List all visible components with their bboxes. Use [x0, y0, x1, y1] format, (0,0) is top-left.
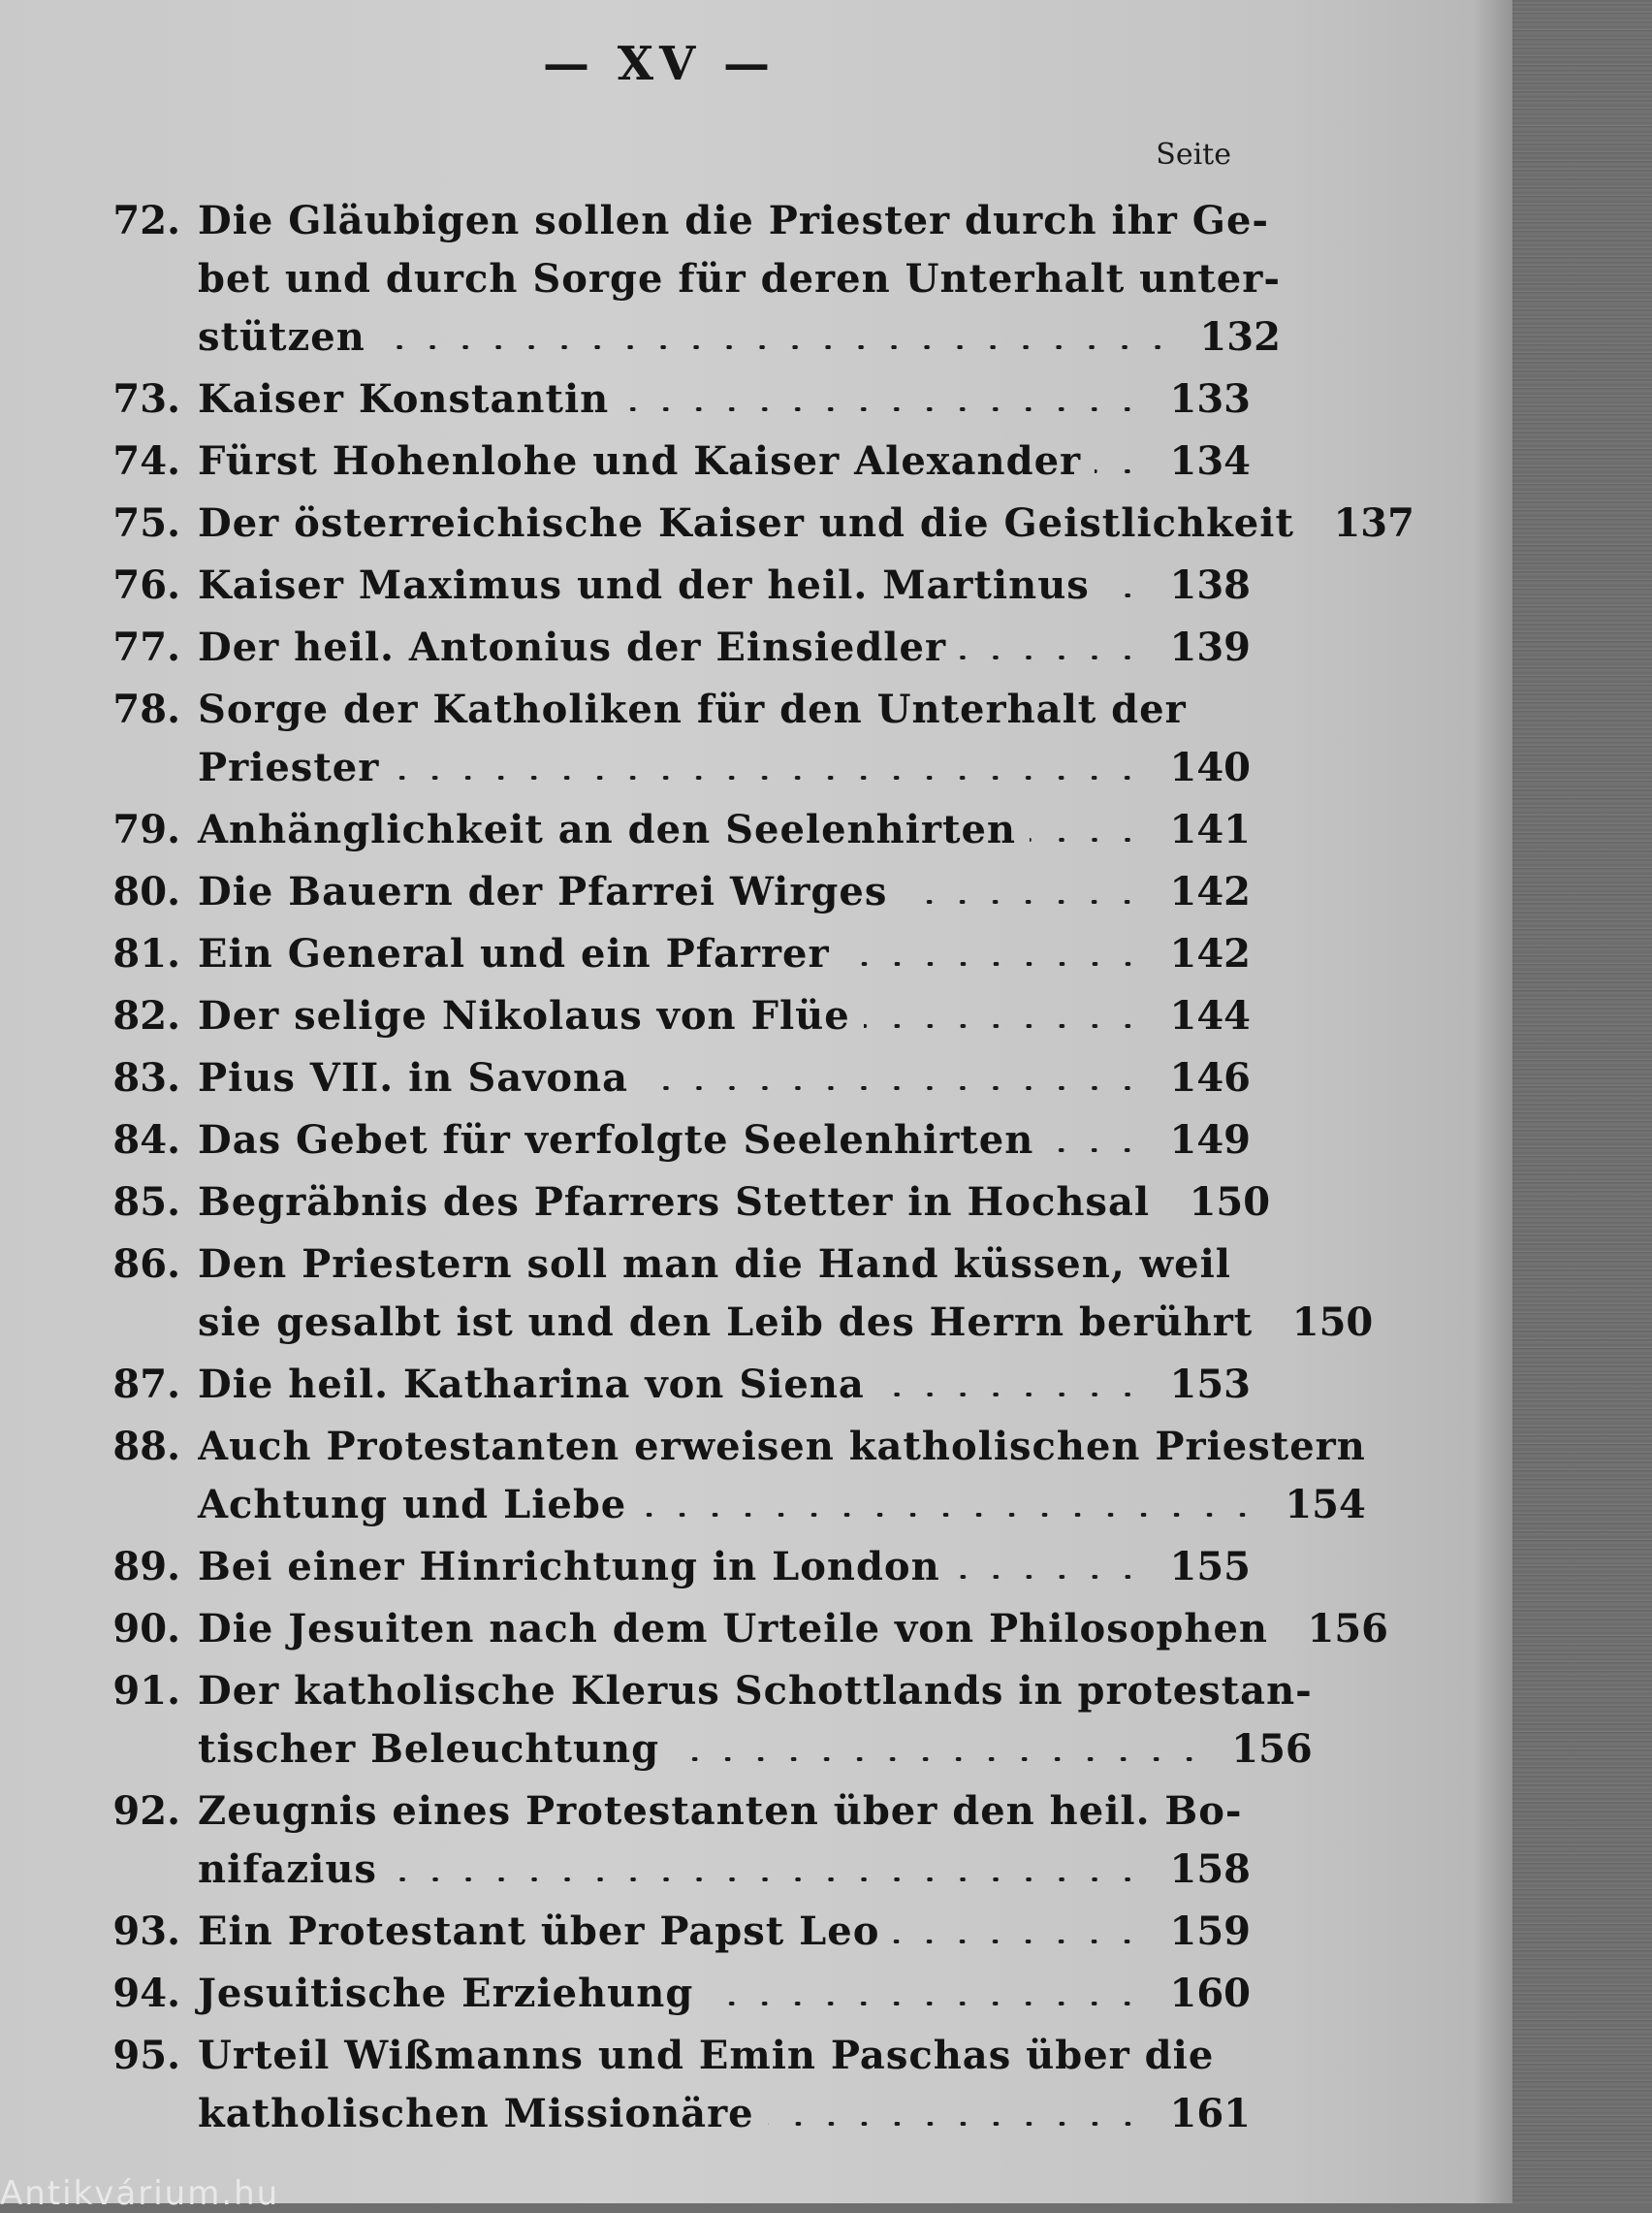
toc-entry-final-line — [198, 1720, 1313, 1779]
toc-entry-title: Ein Protestant über Papst Leo — [198, 1908, 880, 1954]
dot-leader — [379, 345, 1174, 349]
toc-entry-page-number: 146 — [1169, 1055, 1251, 1101]
toc-entry-final-line — [198, 1600, 1388, 1658]
toc-entry-title: Die Jesuiten nach dem Urteile von Philosophen — [198, 1606, 1268, 1652]
toc-entry-page-number: 132 — [1199, 314, 1281, 360]
toc-entry — [87, 1235, 1374, 1352]
dot-leader — [864, 1024, 1144, 1028]
toc-entry-body — [198, 433, 1251, 491]
toc-entry-body — [198, 1782, 1251, 1899]
toc-entry-final-line — [198, 1903, 1251, 1961]
dot-leader — [960, 656, 1144, 659]
toc-entry-page-number: 154 — [1285, 1482, 1366, 1527]
toc-entry-page-number: 139 — [1169, 625, 1251, 670]
toc-entry-body — [198, 1662, 1313, 1779]
toc-entry-final-line — [198, 557, 1251, 615]
toc-entry — [87, 192, 1281, 367]
toc-entry — [87, 495, 1414, 553]
toc-entry-line — [198, 1418, 1366, 1476]
toc-entry-number: 74. — [112, 438, 180, 484]
toc-entry-body — [198, 863, 1251, 921]
toc-entry — [87, 925, 1251, 983]
toc-entry-line-text: Der katholische Klerus Schottlands in protestan- — [198, 1668, 1313, 1714]
toc-entry-final-line — [198, 1111, 1251, 1170]
dot-leader — [642, 1086, 1144, 1090]
toc-entry-body — [198, 495, 1414, 553]
toc-entry — [87, 1903, 1251, 1961]
toc-entry-page-number: 141 — [1169, 807, 1251, 852]
toc-entry-final-line — [198, 495, 1414, 553]
toc-entry-title: Anhänglichkeit an den Seelenhirten — [198, 807, 1016, 852]
toc-entry-line-text: Zeugnis eines Protestanten über den heil. Bo- — [198, 1788, 1243, 1834]
toc-entry-title: tischer Beleuchtung — [198, 1726, 660, 1772]
toc-entry-final-line — [198, 863, 1251, 921]
toc-entry-final-line — [198, 1356, 1251, 1414]
toc-entry-page-number: 144 — [1169, 993, 1251, 1039]
toc-entry-body — [198, 801, 1251, 859]
toc-entry-title: Kaiser Maximus und der heil. Martinus — [198, 562, 1090, 608]
toc-entry-line-text: Die Gläubigen sollen die Priester durch ihr Ge- — [198, 198, 1270, 243]
toc-entry-body — [198, 1111, 1251, 1170]
toc-entry-number: 85. — [112, 1179, 180, 1225]
toc-entry-final-line — [198, 370, 1251, 429]
toc-entry-page-number: 142 — [1169, 931, 1251, 977]
dot-leader — [901, 900, 1144, 904]
dot-leader — [768, 2122, 1144, 2126]
toc-entry — [87, 1782, 1251, 1899]
toc-entry — [87, 1356, 1251, 1414]
toc-entry — [87, 370, 1251, 429]
toc-entry — [87, 1662, 1313, 1779]
toc-entry-title: Achtung und Liebe — [198, 1482, 627, 1527]
toc-entry-body — [198, 192, 1281, 367]
toc-entry-body — [198, 1903, 1251, 1961]
toc-entry-number: 95. — [112, 2033, 180, 2078]
dot-leader — [1030, 838, 1144, 842]
toc-entry-number: 75. — [112, 500, 180, 546]
toc-entry-number: 90. — [112, 1606, 180, 1652]
toc-entry-title: Jesuitische Erziehung — [198, 1971, 694, 2016]
toc-entry-number: 77. — [112, 625, 180, 670]
toc-entry-title: Der selige Nikolaus von Flüe — [198, 993, 850, 1039]
dot-leader — [843, 962, 1144, 966]
toc-entry-page-number: 137 — [1333, 500, 1414, 546]
toc-entry — [87, 681, 1251, 797]
toc-entry — [87, 619, 1251, 677]
page-edge-shadow — [1474, 0, 1512, 2203]
dot-leader — [1103, 593, 1144, 597]
toc-entry-body — [198, 1356, 1251, 1414]
toc-entry-title: Begräbnis des Pfarrers Stetter in Hochsal — [198, 1179, 1151, 1225]
toc-entry-body — [198, 1049, 1251, 1107]
toc-entry-body — [198, 1600, 1388, 1658]
toc-entry-line — [198, 681, 1251, 739]
dot-leader — [1047, 1148, 1144, 1152]
toc-entry-page-number: 161 — [1169, 2091, 1251, 2136]
toc-entry-page-number: 133 — [1169, 376, 1251, 422]
toc-entry-title: sie gesalbt ist und den Leib des Herrn berührt — [198, 1299, 1254, 1345]
toc-entry-number: 78. — [112, 687, 180, 732]
toc-entry-final-line — [198, 619, 1251, 677]
toc-entry-page-number: 160 — [1169, 1971, 1251, 2016]
toc-entry-final-line — [198, 801, 1251, 859]
toc-entry — [87, 987, 1251, 1045]
toc-entry-page-number: 156 — [1231, 1726, 1313, 1772]
toc-entry-title: nifazius — [198, 1846, 377, 1892]
toc-entry — [87, 2027, 1251, 2143]
toc-entry-line-text: Auch Protestanten erweisen katholischen Priestern — [198, 1424, 1366, 1469]
dot-leader — [673, 1757, 1206, 1761]
toc-entry-number: 83. — [112, 1055, 180, 1101]
watermark: Antikvárium.hu — [0, 2174, 280, 2213]
toc-entry-body — [198, 1418, 1366, 1534]
toc-entry-line — [198, 1662, 1313, 1720]
page-column-label: Seite — [1156, 138, 1231, 172]
toc-entry-body — [198, 2027, 1251, 2143]
toc-entry — [87, 1965, 1251, 2023]
toc-entry-line-text: Den Priestern soll man die Hand küssen, weil — [198, 1241, 1231, 1287]
toc-entry-page-number: 149 — [1169, 1117, 1251, 1163]
toc-entry-final-line — [198, 1476, 1366, 1534]
toc-entry-final-line — [198, 1173, 1270, 1232]
toc-entry-final-line — [198, 433, 1251, 491]
toc-entry-title: Das Gebet für verfolgte Seelenhirten — [198, 1117, 1034, 1163]
toc-entry-body — [198, 1538, 1251, 1596]
toc-entry-line — [198, 2027, 1251, 2085]
toc-entry-page-number: 140 — [1169, 745, 1251, 790]
toc-entry-body — [198, 1965, 1251, 2023]
toc-entry — [87, 1049, 1251, 1107]
toc-entry-page-number: 142 — [1169, 869, 1251, 914]
toc-entry-page-number: 159 — [1169, 1908, 1251, 1954]
toc-entry-body — [198, 1173, 1270, 1232]
toc-entry-line-text: Sorge der Katholiken für den Unterhalt der — [198, 687, 1187, 732]
toc-entry-body — [198, 370, 1251, 429]
dot-leader — [954, 1575, 1144, 1579]
dot-leader — [622, 407, 1144, 411]
background-surface — [1512, 0, 1652, 2203]
toc-entry-title: Priester — [198, 745, 380, 790]
table-of-contents — [87, 192, 1414, 2147]
toc-entry-title: Der heil. Antonius der Einsiedler — [198, 625, 947, 670]
toc-entry-line — [198, 1782, 1251, 1841]
toc-entry-line — [198, 1235, 1373, 1294]
toc-entry-title: Die heil. Katharina von Siena — [198, 1362, 865, 1407]
toc-entry-title: Fürst Hohenlohe und Kaiser Alexander — [198, 438, 1082, 484]
toc-entry-body — [198, 1235, 1373, 1352]
toc-entry — [87, 863, 1251, 921]
toc-entry-final-line — [198, 2085, 1251, 2143]
toc-entry-page-number: 156 — [1307, 1606, 1388, 1652]
toc-entry — [87, 1111, 1251, 1170]
toc-entry-body — [198, 681, 1251, 797]
toc-entry-number: 86. — [112, 1241, 180, 1287]
toc-entry-final-line — [198, 1965, 1251, 2023]
toc-entry-page-number: 150 — [1189, 1179, 1271, 1225]
toc-entry-page-number: 134 — [1169, 438, 1251, 484]
dot-leader — [707, 2002, 1144, 2005]
toc-entry-final-line — [198, 1841, 1251, 1899]
dot-leader — [893, 1940, 1144, 1943]
dot-leader — [878, 1393, 1144, 1396]
toc-entry-page-number: 155 — [1169, 1544, 1251, 1589]
toc-entry-line-text: bet und durch Sorge für deren Unterhalt unter- — [198, 256, 1281, 302]
toc-entry-line — [198, 250, 1281, 308]
toc-entry — [87, 1600, 1388, 1658]
toc-entry-number: 79. — [112, 807, 180, 852]
toc-entry-number: 91. — [112, 1668, 180, 1714]
toc-entry — [87, 433, 1251, 491]
toc-entry — [87, 1418, 1366, 1534]
dot-leader — [1095, 469, 1144, 473]
toc-entry — [87, 801, 1251, 859]
toc-entry-number: 80. — [112, 869, 180, 914]
toc-entry-page-number: 138 — [1169, 562, 1251, 608]
toc-entry-number: 76. — [112, 562, 180, 608]
toc-entry-number: 84. — [112, 1117, 180, 1163]
toc-entry-title: Pius VII. in Savona — [198, 1055, 629, 1101]
toc-entry-line-text: Urteil Wißmanns und Emin Paschas über die — [198, 2033, 1215, 2078]
toc-entry-number: 72. — [112, 198, 180, 243]
toc-entry-body — [198, 619, 1251, 677]
toc-entry-number: 87. — [112, 1362, 180, 1407]
toc-entry-line — [198, 192, 1281, 250]
toc-entry-body — [198, 925, 1251, 983]
toc-entry-number: 88. — [112, 1424, 180, 1469]
toc-entry-number: 92. — [112, 1788, 180, 1834]
toc-entry-final-line — [198, 1294, 1373, 1352]
toc-entry-title: Ein General und ein Pfarrer — [198, 931, 830, 977]
toc-entry-body — [198, 557, 1251, 615]
page-header-roman-numeral: — XV — — [543, 37, 776, 91]
toc-entry-number: 82. — [112, 993, 180, 1039]
toc-entry-body — [198, 987, 1251, 1045]
toc-entry-page-number: 158 — [1169, 1846, 1251, 1892]
toc-entry-title: Die Bauern der Pfarrei Wirges — [198, 869, 888, 914]
toc-entry-final-line — [198, 987, 1251, 1045]
toc-entry — [87, 557, 1251, 615]
toc-entry-page-number: 150 — [1291, 1299, 1374, 1345]
toc-entry-number: 94. — [112, 1971, 180, 2016]
dot-leader — [640, 1513, 1259, 1517]
toc-entry — [87, 1173, 1271, 1232]
toc-entry-number: 93. — [112, 1908, 180, 1954]
toc-entry-title: Kaiser Konstantin — [198, 376, 610, 422]
toc-entry-final-line — [198, 1538, 1251, 1596]
toc-entry-final-line — [198, 925, 1251, 983]
toc-entry-number: 89. — [112, 1544, 180, 1589]
toc-entry-page-number: 153 — [1169, 1362, 1251, 1407]
dot-leader — [391, 1877, 1144, 1881]
toc-entry-final-line — [198, 739, 1251, 797]
toc-entry-number: 81. — [112, 931, 180, 977]
toc-entry-number: 73. — [112, 376, 180, 422]
toc-entry-final-line — [198, 308, 1281, 367]
toc-entry-title: katholischen Missionäre — [198, 2091, 754, 2136]
dot-leader — [393, 776, 1144, 780]
toc-entry-final-line — [198, 1049, 1251, 1107]
toc-entry — [87, 1538, 1251, 1596]
toc-entry-title: stützen — [198, 314, 365, 360]
toc-entry-title: Der österreichische Kaiser und die Geistlichkeit — [198, 500, 1294, 546]
toc-entry-title: Bei einer Hinrichtung in London — [198, 1544, 940, 1589]
